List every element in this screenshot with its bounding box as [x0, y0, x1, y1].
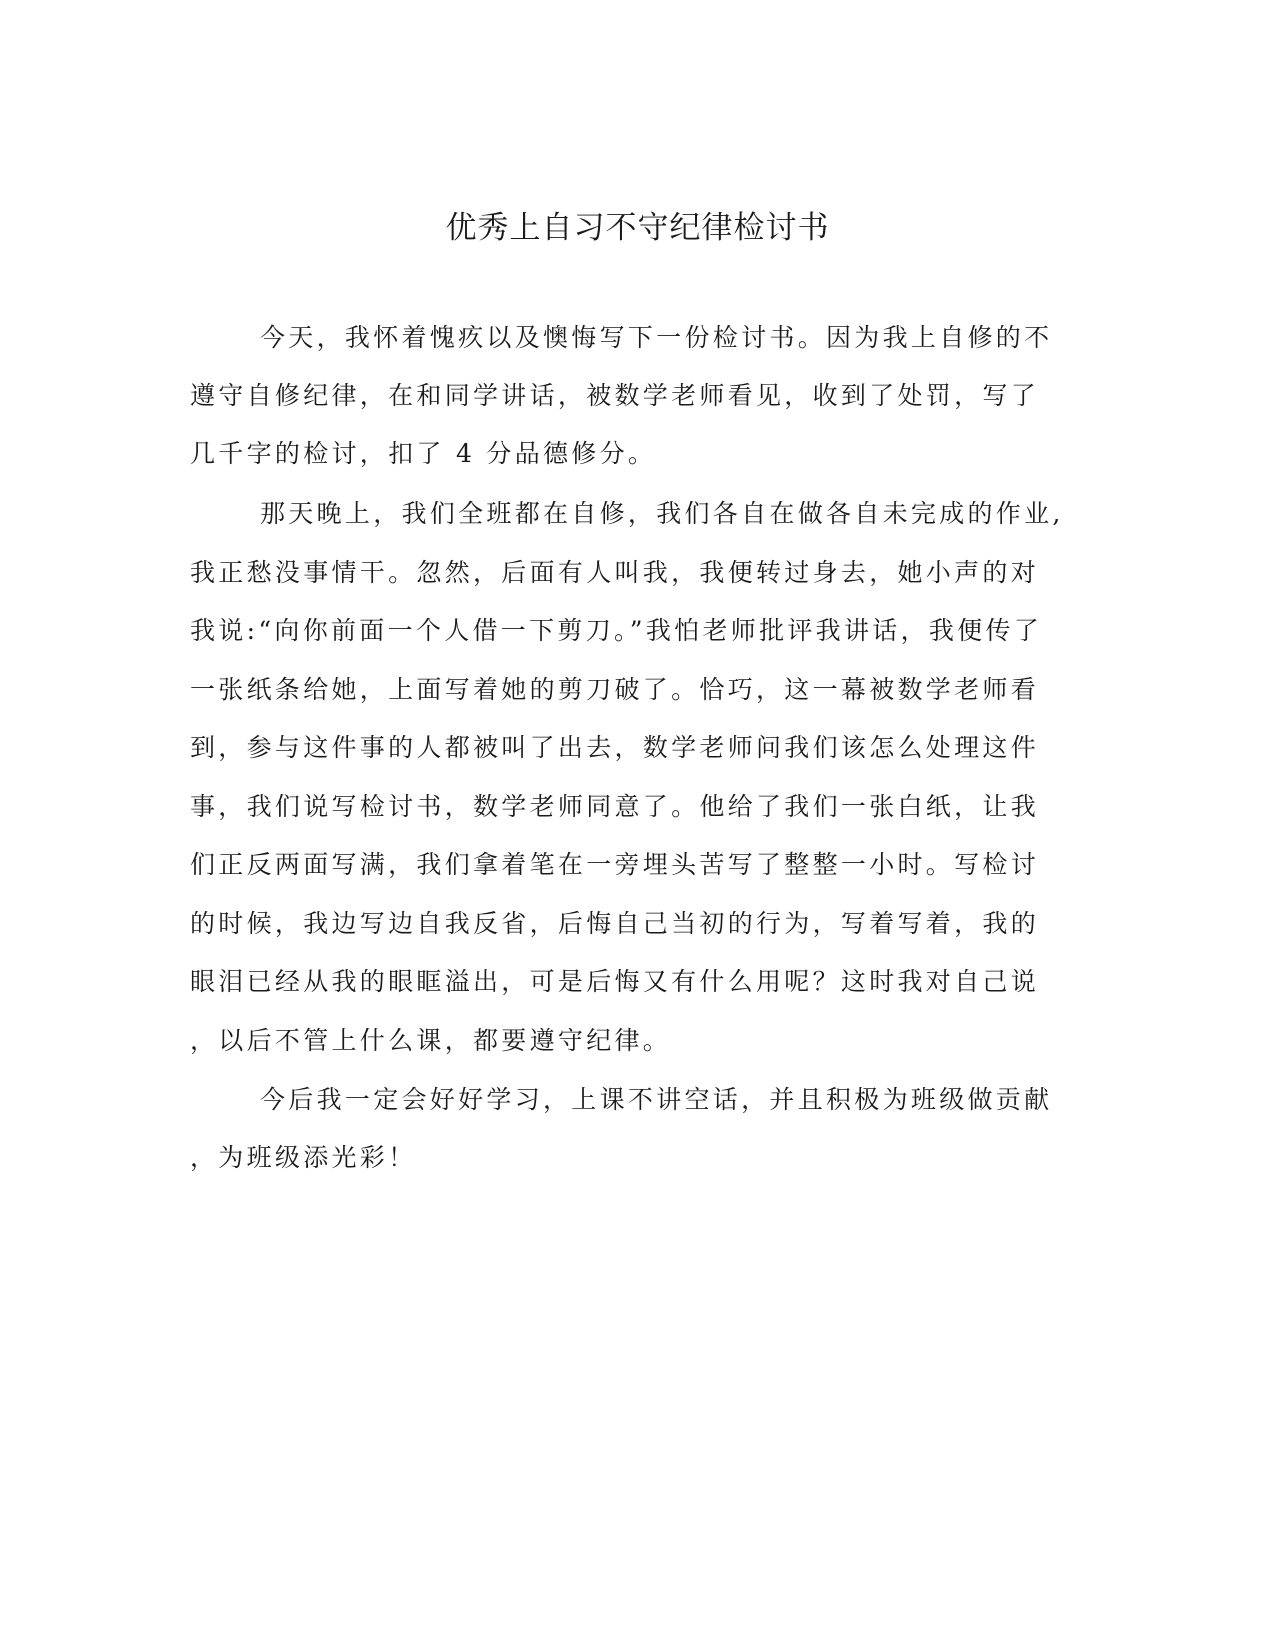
- paragraph-2-line-2: 我正愁没事情干。忽然，后面有人叫我，我便转过身去，她小声的对: [190, 558, 1040, 587]
- document-title: 优秀上自习不守纪律检讨书: [445, 210, 830, 246]
- paragraph-2-line-8: 的时候，我边写边自我反省，后悔自己当初的行为，写着写着，我的: [190, 909, 1040, 938]
- paragraph-2-line-7: 们正反两面写满，我们拿着笔在一旁埋头苦写了整整一小时。写检讨: [190, 850, 1040, 879]
- paragraph-1-line-2: 遵守自修纪律，在和同学讲话，被数学老师看见，收到了处罚，写了: [190, 381, 1040, 410]
- paragraph-3-line-2: ，为班级添光彩！: [190, 1143, 417, 1172]
- paragraph-2-line-4: 一张纸条给她，上面写着她的剪刀破了。恰巧，这一幕被数学老师看: [190, 675, 1040, 704]
- paragraph-2-line-3: 我说:“向你前面一个人借一下剪刀。”我怕老师批评我讲话，我便传了: [190, 616, 1043, 645]
- paragraph-2-line-10: ，以后不管上什么课，都要遵守纪律。: [190, 1026, 672, 1055]
- paragraph-2-line-9: 眼泪已经从我的眼眶溢出，可是后悔又有什么用呢？这时我对自己说: [190, 967, 1040, 996]
- paragraph-2-line-6: 事，我们说写检讨书，数学老师同意了。他给了我们一张白纸，让我: [190, 792, 1040, 821]
- paragraph-2-line-1: 那天晚上，我们全班都在自修，我们各自在做各自未完成的作业,: [260, 499, 1064, 528]
- paragraph-1-line-3: 几千字的检讨，扣了 4 分品德修分。: [190, 439, 657, 468]
- paragraph-1-line-1: 今天，我怀着愧疚以及懊悔写下一份检讨书。因为我上自修的不: [260, 323, 1053, 352]
- paragraph-3-line-1: 今后我一定会好好学习，上课不讲空话，并且积极为班级做贡献: [260, 1085, 1053, 1114]
- paragraph-2-line-5: 到，参与这件事的人都被叫了出去，数学老师问我们该怎么处理这件: [190, 733, 1040, 762]
